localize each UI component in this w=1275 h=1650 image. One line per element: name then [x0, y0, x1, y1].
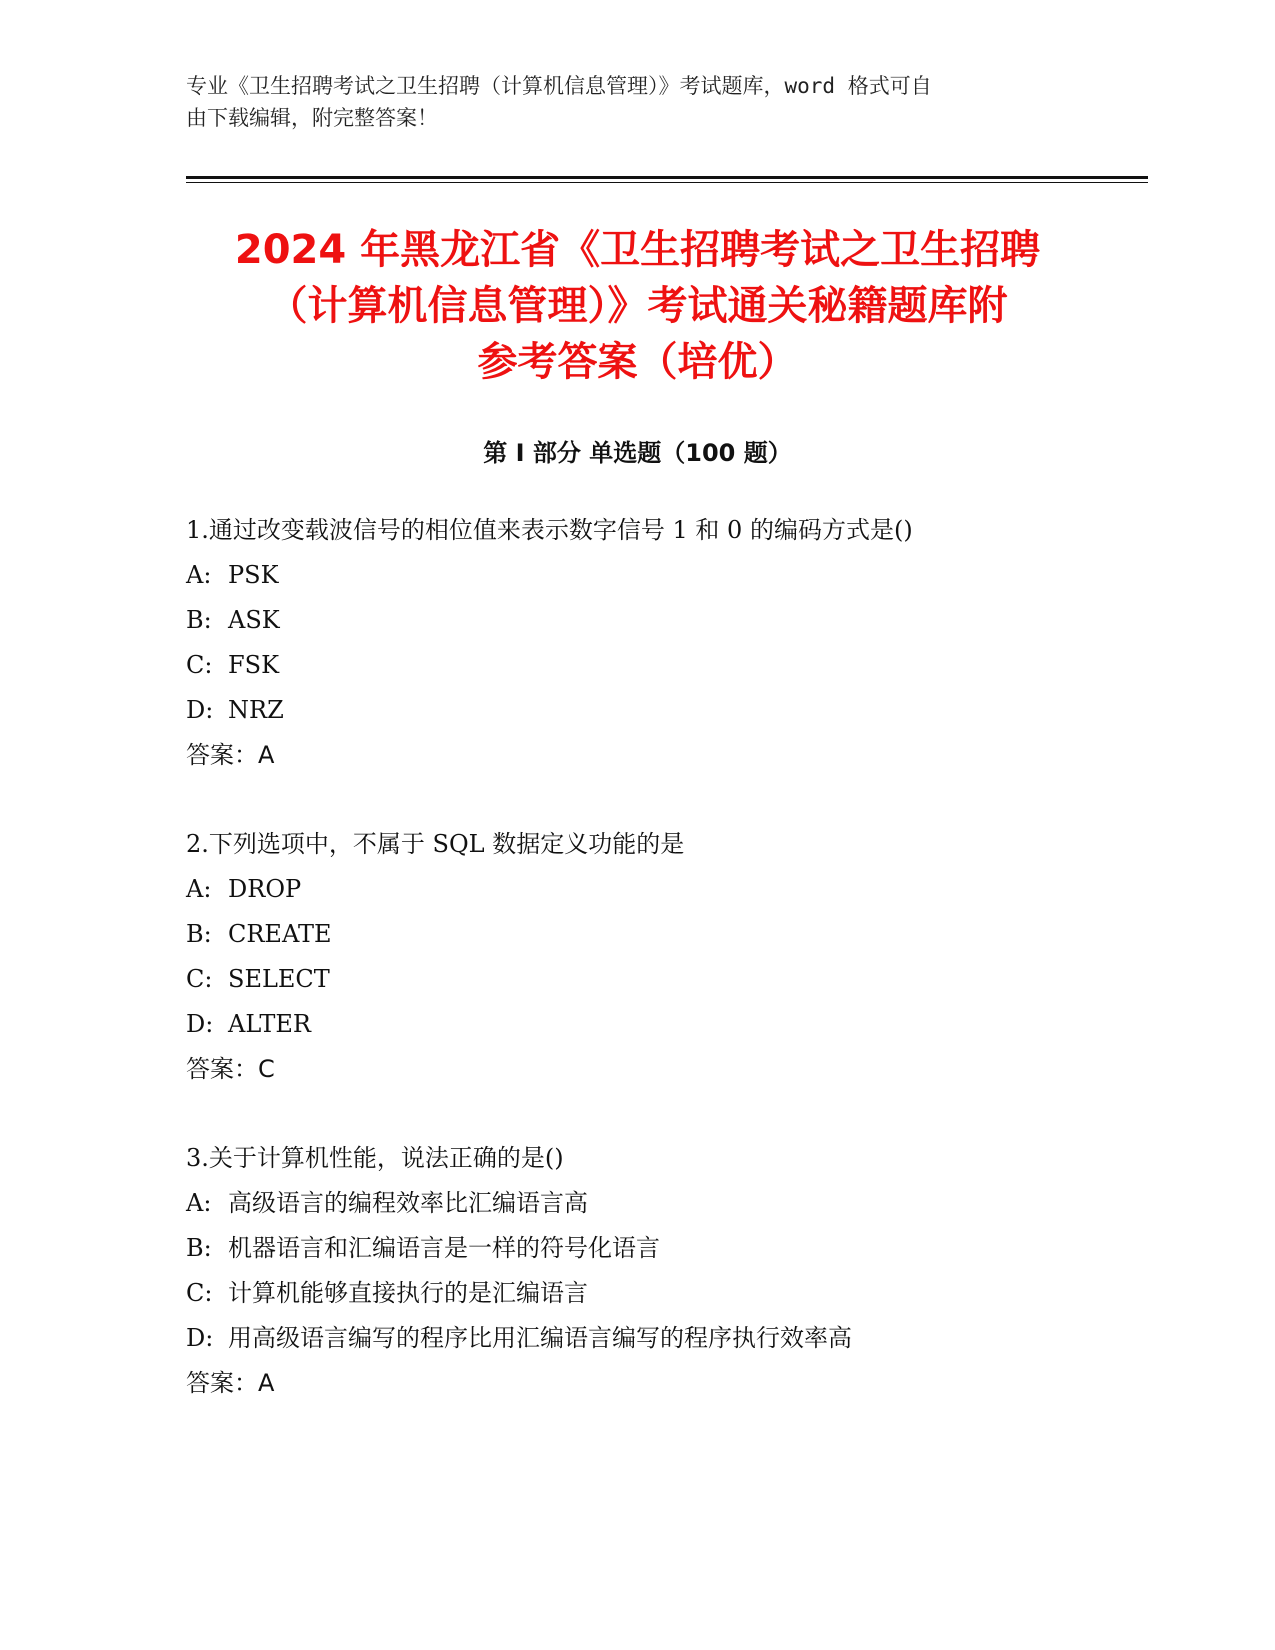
document-title — [150, 222, 1125, 390]
header-divider-thick — [186, 176, 1148, 179]
header-divider-thin — [186, 182, 1148, 183]
question-stem: 3.关于计算机性能，说法正确的是() — [186, 1144, 564, 1172]
option-b — [186, 598, 1106, 643]
question-stem: 2.下列选项中，不属于 SQL 数据定义功能的是 — [186, 830, 685, 858]
option-b — [186, 1226, 1106, 1271]
option-letter: D: — [186, 696, 214, 724]
question-stem: 1.通过改变载波信号的相位值来表示数字信号 1 和 0 的编码方式是() — [186, 516, 913, 544]
header-note-line-1: 专业《卫生招聘考试之卫生招聘（计算机信息管理）》考试题库，word 格式可自 — [186, 74, 932, 98]
option-letter: D: — [186, 1010, 214, 1038]
document-title-line-1: 2024 年黑龙江省《卫生招聘考试之卫生招聘 — [234, 227, 1041, 273]
option-letter: C: — [186, 1279, 213, 1307]
option-letter: A: — [186, 1189, 212, 1217]
option-text: 高级语言的编程效率比汇编语言高 — [228, 1189, 588, 1217]
option-letter: B: — [186, 606, 212, 634]
option-c — [186, 957, 1106, 1002]
option-letter: B: — [186, 920, 212, 948]
question-3 — [186, 1136, 1106, 1406]
option-a — [186, 867, 1106, 912]
option-text: SELECT — [228, 965, 330, 993]
header-note — [186, 70, 1066, 134]
header-note-line-2: 由下载编辑，附完整答案！ — [186, 106, 438, 130]
option-d — [186, 1316, 1106, 1361]
option-a — [186, 553, 1106, 598]
option-c — [186, 1271, 1106, 1316]
option-d — [186, 1002, 1106, 1047]
option-text: ALTER — [228, 1010, 311, 1038]
answer-line: 答案：A — [186, 741, 275, 769]
option-text: ASK — [228, 606, 280, 634]
option-text: DROP — [228, 875, 302, 903]
option-text: 机器语言和汇编语言是一样的符号化语言 — [228, 1234, 660, 1262]
option-text: 计算机能够直接执行的是汇编语言 — [228, 1279, 588, 1307]
option-letter: C: — [186, 965, 213, 993]
option-d — [186, 688, 1106, 733]
answer-line: 答案：C — [186, 1055, 275, 1083]
option-text: 用高级语言编写的程序比用汇编语言编写的程序执行效率高 — [228, 1324, 852, 1352]
option-a — [186, 1181, 1106, 1226]
option-text: FSK — [228, 651, 280, 679]
option-letter: C: — [186, 651, 213, 679]
option-letter: B: — [186, 1234, 212, 1262]
option-text: CREATE — [228, 920, 332, 948]
answer-line: 答案：A — [186, 1369, 275, 1397]
option-letter: A: — [186, 875, 212, 903]
option-letter: A: — [186, 561, 212, 589]
option-text: PSK — [228, 561, 279, 589]
option-c — [186, 643, 1106, 688]
question-1 — [186, 508, 1106, 778]
document-title-line-3: 参考答案（培优） — [477, 339, 798, 385]
option-text: NRZ — [228, 696, 284, 724]
document-title-line-2: （计算机信息管理）》考试通关秘籍题库附 — [267, 283, 1008, 329]
option-letter: D: — [186, 1324, 214, 1352]
option-b — [186, 912, 1106, 957]
question-2 — [186, 822, 1106, 1092]
section-heading: 第 I 部分 单选题（100 题） — [483, 439, 792, 467]
